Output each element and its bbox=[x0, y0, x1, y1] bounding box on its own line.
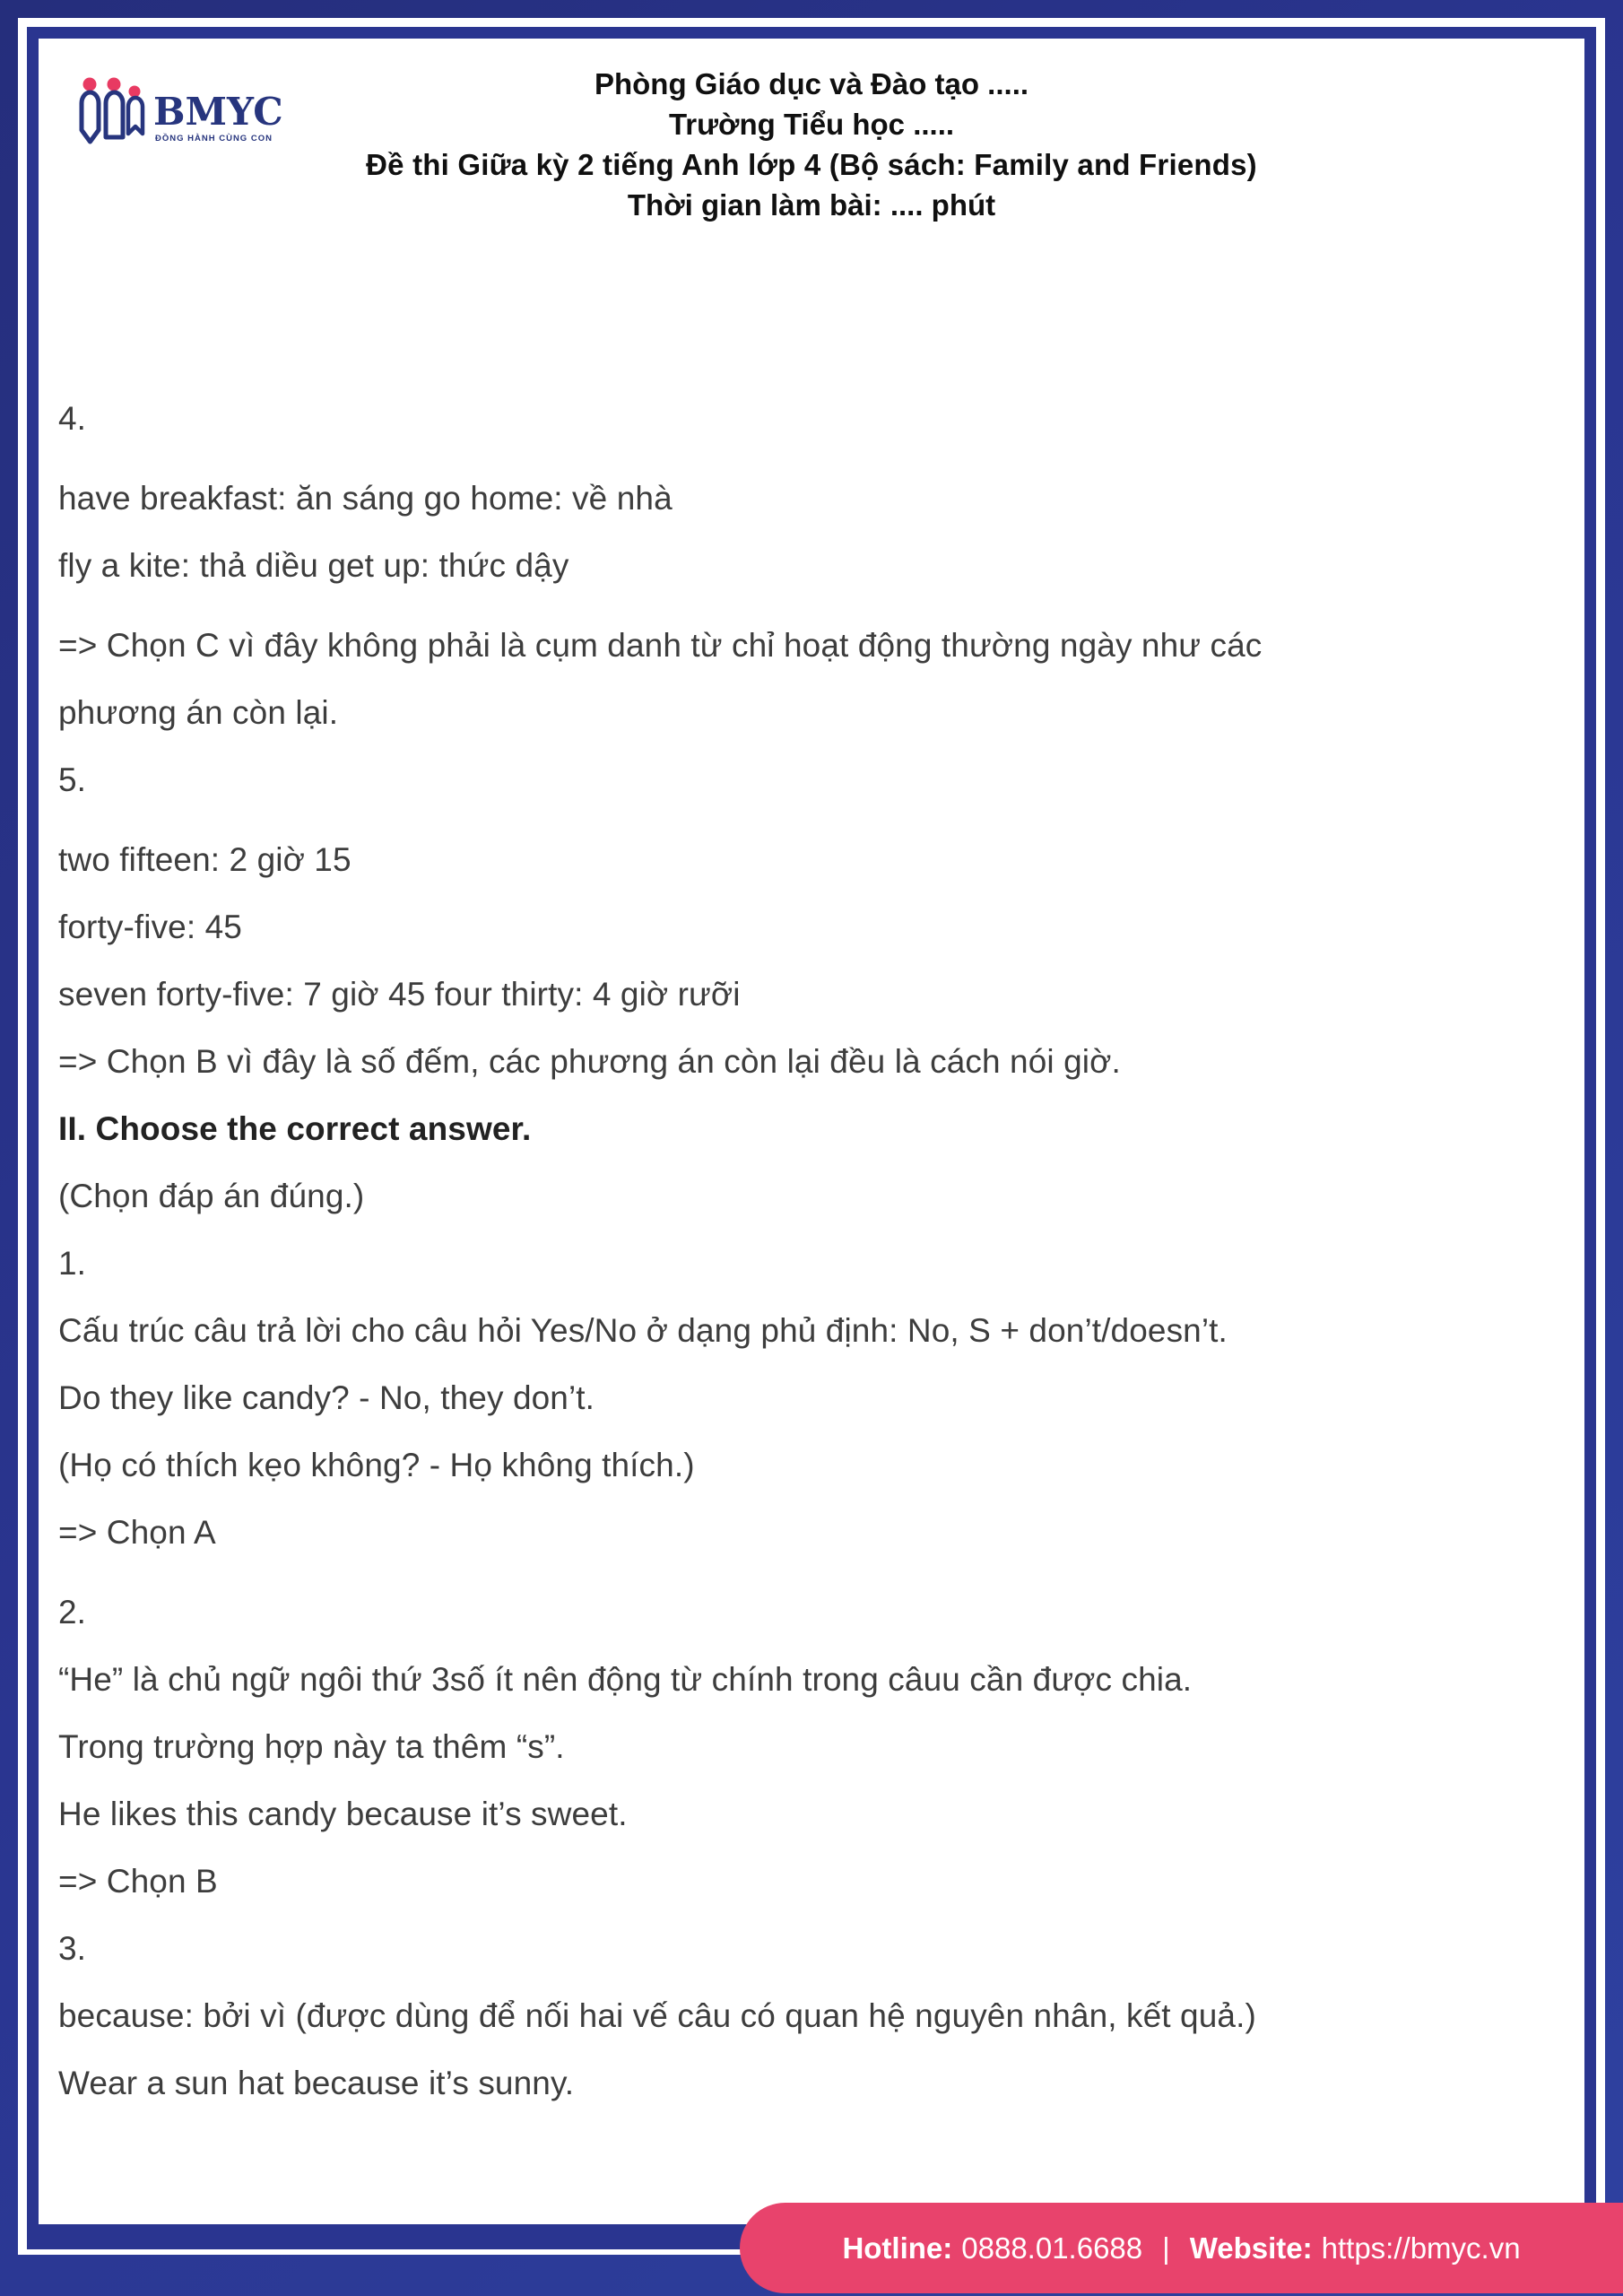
header-duration-line: Thời gian làm bài: .... phút bbox=[627, 188, 996, 222]
content-line: fly a kite: thả diều get up: thức dậy bbox=[58, 547, 569, 584]
content-line: => Chọn B vì đây là số đếm, các phương án còn lại đều là cách nói giờ. bbox=[58, 1043, 1121, 1080]
content-line: two fifteen: 2 giờ 15 bbox=[58, 841, 352, 878]
website-label: Website: bbox=[1189, 2231, 1313, 2265]
logo-brand-text: BMYC bbox=[153, 90, 283, 134]
content-line: because: bởi vì (được dùng để nối hai vế câu có quan hệ nguyên nhân, kết quả.) bbox=[58, 1997, 1256, 2034]
content-line: II. Choose the correct answer. bbox=[58, 1110, 532, 1147]
content-lines bbox=[58, 385, 1565, 2117]
content-line: Wear a sun hat because it’s sunny. bbox=[58, 2065, 575, 2101]
content-line: “He” là chủ ngữ ngôi thứ 3số ít nên động từ chính trong câuu cần được chia. bbox=[58, 1661, 1193, 1698]
content-line: phương án còn lại. bbox=[58, 694, 339, 731]
content-line: 4. bbox=[58, 400, 87, 437]
content-line: Do they like candy? - No, they don’t. bbox=[58, 1379, 595, 1416]
content-line: He likes this candy because it’s sweet. bbox=[58, 1796, 628, 1832]
page-content bbox=[39, 39, 1584, 2224]
footer-bar bbox=[740, 2203, 1623, 2293]
content-line: => Chọn C vì đây không phải là cụm danh từ chỉ hoạt động thường ngày như các bbox=[58, 627, 1263, 664]
content-line: have breakfast: ăn sáng go home: về nhà bbox=[58, 480, 673, 517]
content-line: Trong trường hợp này ta thêm “s”. bbox=[58, 1728, 565, 1765]
logo-tagline: ĐỒNG HÀNH CÙNG CON bbox=[155, 134, 273, 144]
header-school-line: Trường Tiểu học ..... bbox=[668, 108, 955, 141]
hotline-value: 0888.01.6688 bbox=[961, 2231, 1143, 2265]
website-value: https://bmyc.vn bbox=[1321, 2231, 1521, 2265]
content-line: seven forty-five: 7 giờ 45 four thirty: 4 giờ rưỡi bbox=[58, 976, 741, 1013]
content-line: forty-five: 45 bbox=[58, 909, 242, 945]
content-line: (Họ có thích kẹo không? - Họ không thích.) bbox=[58, 1447, 695, 1483]
content-line: => Chọn A bbox=[58, 1514, 216, 1551]
content-line: 5. bbox=[58, 761, 87, 798]
content-line: 2. bbox=[58, 1594, 87, 1631]
content-line: 1. bbox=[58, 1245, 87, 1282]
content-line: Cấu trúc câu trả lời cho câu hỏi Yes/No ở dạng phủ định: No, S + don’t/doesn’t. bbox=[58, 1312, 1228, 1349]
content-line: (Chọn đáp án đúng.) bbox=[58, 1178, 365, 1214]
content-line: => Chọn B bbox=[58, 1863, 218, 1900]
hotline-label: Hotline: bbox=[842, 2231, 953, 2265]
bmyc-logo bbox=[78, 74, 293, 153]
content-line: 3. bbox=[58, 1930, 87, 1967]
bmyc-people-icon bbox=[78, 74, 293, 153]
footer-separator: | bbox=[1162, 2231, 1170, 2265]
header-department-line: Phòng Giáo dục và Đào tạo ..... bbox=[594, 67, 1029, 100]
exam-title: Đề thi Giữa kỳ 2 tiếng Anh lớp 4 (Bộ sách: Family and Friends) bbox=[366, 148, 1257, 181]
